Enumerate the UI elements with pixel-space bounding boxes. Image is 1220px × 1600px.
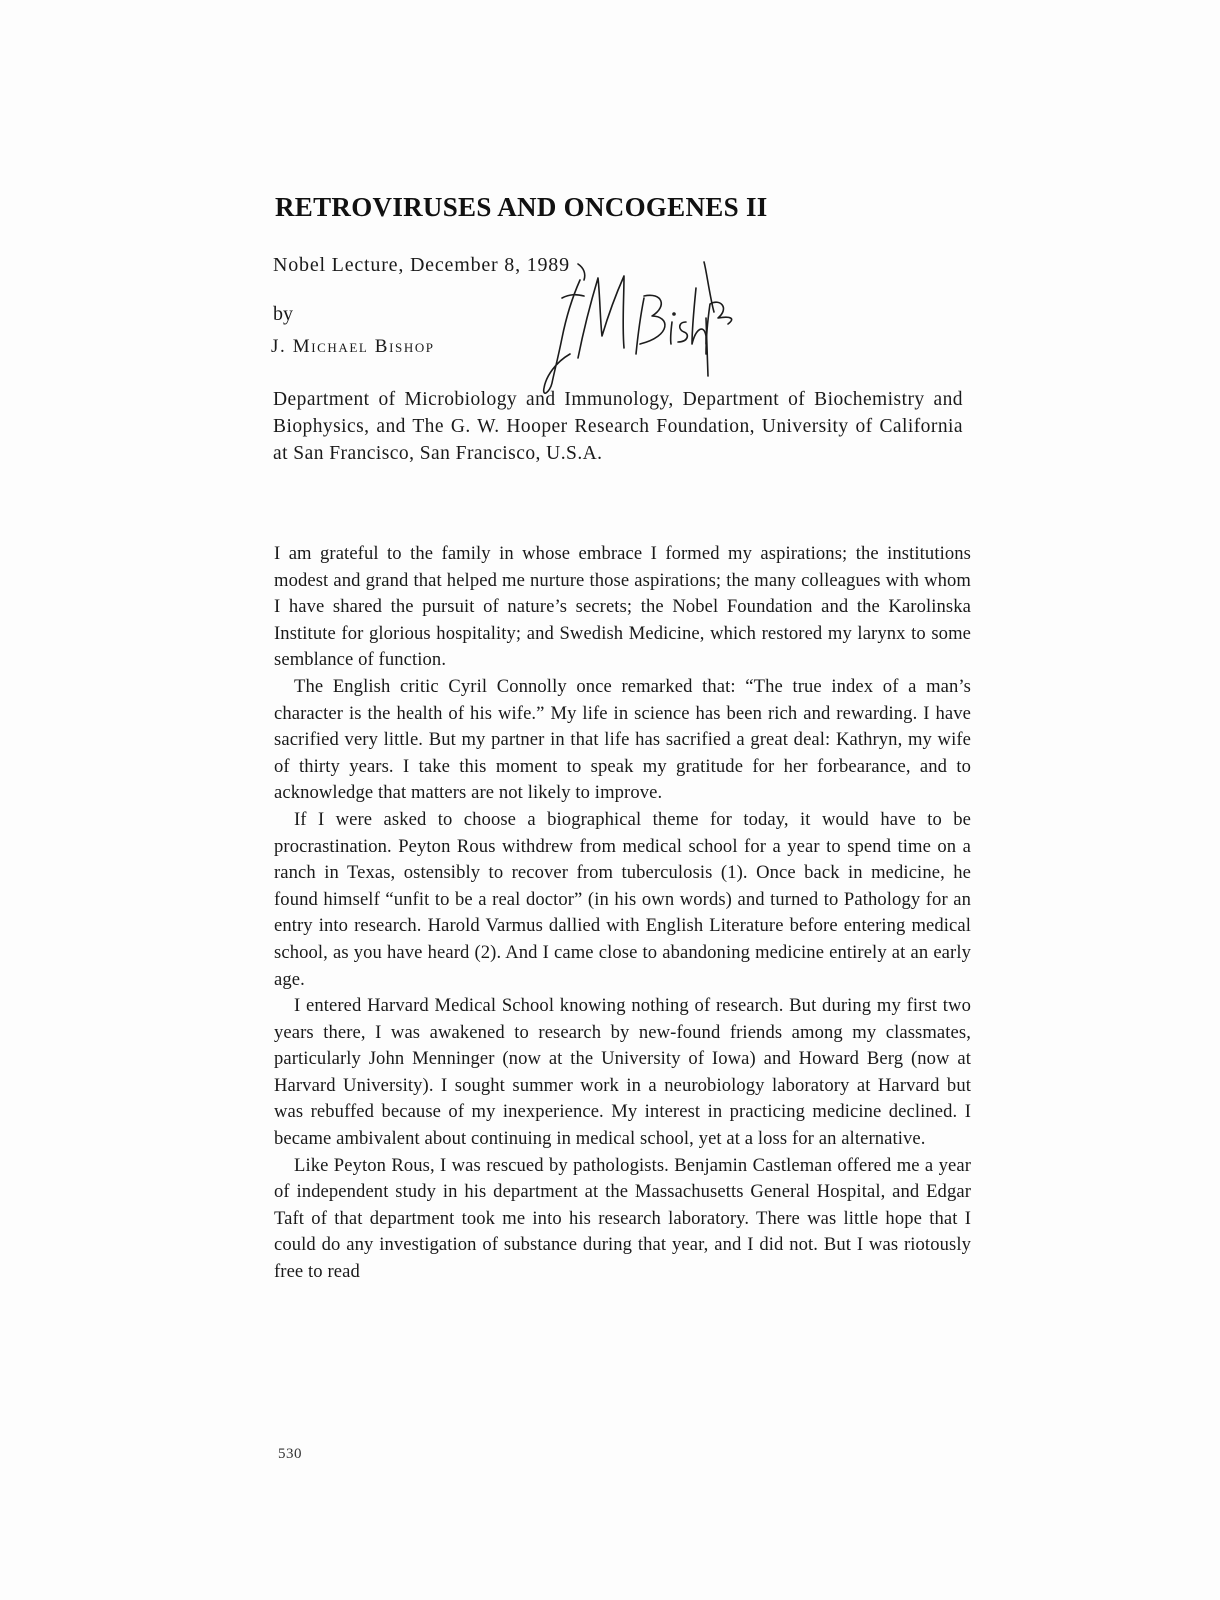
body-paragraph: Like Peyton Rous, I was rescued by pathologists. Benjamin Castleman offered me a year of independent study in his department at the Massachusetts General Hospital, and Edgar Taft of that department took me into his research laboratory. There was little hope that I could do any investigation of substance during that year, and I did not. But I was riotously free to read bbox=[274, 1154, 971, 1283]
page-title: RETROVIRUSES AND ONCOGENES II bbox=[275, 192, 768, 222]
byline-label: by bbox=[273, 303, 293, 325]
body-paragraph: The English critic Cyril Connolly once remarked that: “The true index of a man’s character is the health of his wife.” My life in science has been rich and rewarding. I have sacrified very little. But my partner in that life has sacrified a great deal: Kathryn, my wife of thirty years. I take this moment to speak my gratitude for her forbearance, and to acknowledge that matters are not likely to improve. bbox=[274, 675, 971, 804]
lecture-body bbox=[274, 541, 971, 1286]
body-paragraph: I entered Harvard Medical School knowing nothing of research. But during my first two years there, I was awakened to research by new-found friends among my classmates, particularly John Menninger (now at the University of Iowa) and Howard Berg (now at Harvard University). I sought summer work in a neurobiology laboratory at Harvard but was rebuffed because of my inexperience. My interest in practicing medicine declined. I became ambivalent about continuing in medical school, yet at a loss for an alternative. bbox=[274, 995, 971, 1150]
body-paragraph: I am grateful to the family in whose embrace I formed my aspirations; the institutions modest and grand that helped me nurture those aspirations; the many colleagues with whom I have shared the pursuit of nature’s secrets; the Nobel Foundation and the Karolinska Institute for glorious hospitality; and Swedish Medicine, which restored my larynx to some semblance of function. bbox=[274, 543, 971, 671]
lecture-date-line: Nobel Lecture, December 8, 1989 bbox=[273, 254, 570, 276]
author-name: J. Michael Bishop bbox=[271, 336, 435, 357]
body-paragraph: If I were asked to choose a biographical theme for today, it would have to be procrastination. Peyton Rous withdrew from medical school for a year to spend time on a ranch in Texas, ostensibly to recover from tuberculosis (1). Once back in medicine, he found himself “unfit to be a real doctor” (in his own words) and turned to Pathology for an entry into research. Harold Varmus dallied with English Literature before entering medical school, as you have heard (2). And I came close to abandoning medicine entirely at an early age. bbox=[274, 808, 971, 990]
author-affiliation: Department of Microbiology and Immunology, Department of Biochemistry and Biophysics, and The G. W. Hooper Research Foundation, University of California at San Francisco, San Francisco, U.S.A. bbox=[273, 389, 963, 464]
page-number: 530 bbox=[278, 1446, 302, 1462]
